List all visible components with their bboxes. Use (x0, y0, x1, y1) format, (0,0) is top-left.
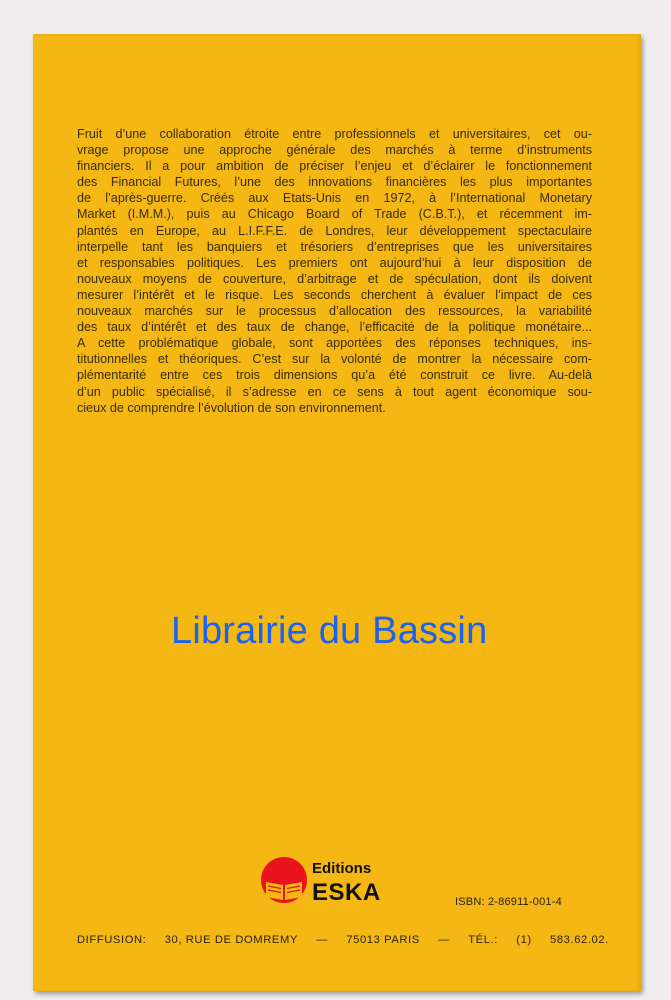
blurb-line: Fruit d’une collaboration étroite entre professionnels et universitaires, cet ou- (77, 127, 592, 141)
blurb-line: financiers. Il a pour ambition de préciser l’enjeu et d’éclairer le fonctionnement (77, 159, 592, 174)
diffusion-line (77, 934, 609, 946)
blurb-line: des Financial Futures, l’une des innovations financières les plus importantes (77, 175, 592, 190)
cover-blurb (77, 126, 592, 416)
blurb-line: nouveaux marchés sur le processus d’allocation des ressources, la variabilité (77, 304, 592, 319)
blurb-line: mesurer l’intérêt et le risque. Les seconds cherchent à évaluer l’impact de ces (77, 287, 592, 302)
blurb-line: interpelle tant les banquiers et trésoriers d’entreprises que les universitaires (77, 239, 592, 254)
blurb-line: de l’après-guerre. Créés aux Etats-Unis en 1972, à l’International Monetary (77, 191, 592, 206)
bookseller-watermark: Librairie du Bassin (171, 610, 488, 652)
publisher-editions-label: Editions (312, 860, 372, 877)
diffusion-city: 75013 PARIS (346, 934, 420, 946)
open-book-sun-icon (260, 856, 308, 908)
diffusion-tel-prefix: (1) (516, 934, 532, 946)
diffusion-tel-number: 583.62.02. (550, 934, 609, 946)
diffusion-address: 30, RUE DE DOMREMY (164, 934, 298, 946)
diffusion-tel-label: TÉL.: (468, 934, 498, 946)
book-back-cover (33, 34, 641, 991)
publisher-logo (260, 854, 430, 914)
diffusion-label: DIFFUSION: (77, 934, 147, 946)
blurb-line: nouveaux moyens de couverture, d’arbitrage et de spéculation, dont ils doivent (77, 271, 592, 286)
diffusion-dash: — (438, 934, 450, 946)
blurb-line: vrage propose une approche générale des marchés à terme d’instruments (77, 143, 592, 158)
diffusion-dash: — (316, 934, 329, 946)
blurb-line: A cette problématique globale, sont apportées des réponses techniques, ins- (77, 336, 592, 351)
blurb-line: cieux de comprendre l’évolution de son environnement. (77, 400, 386, 415)
blurb-line: plantés en Europe, au L.I.F.F.E. de Londres, leur développement spectaculaire (77, 223, 592, 238)
blurb-line: des taux d’intérêt et des taux de change, l’efficacité de la politique monétaire... (77, 320, 592, 335)
blurb-line: titutionnelles et théoriques. C’est sur la volonté de montrer la nécessaire com- (77, 352, 592, 367)
blurb-line: et responsables politiques. Les premiers ont aujourd’hui à leur disposition de (77, 255, 592, 270)
blurb-line: Market (I.M.M.), puis au Chicago Board of Trade (C.B.T.), et récemment im- (77, 207, 592, 222)
publisher-name: ESKA (312, 879, 381, 906)
isbn-number: ISBN: 2-86911-001-4 (455, 896, 562, 908)
blurb-line: plémentarité entre ces trois dimensions qu’a été construit ce livre. Au-delà (77, 368, 592, 383)
blurb-line: d’un public spécialisé, il s’adresse en ce sens à tout agent économique sou- (77, 384, 592, 399)
